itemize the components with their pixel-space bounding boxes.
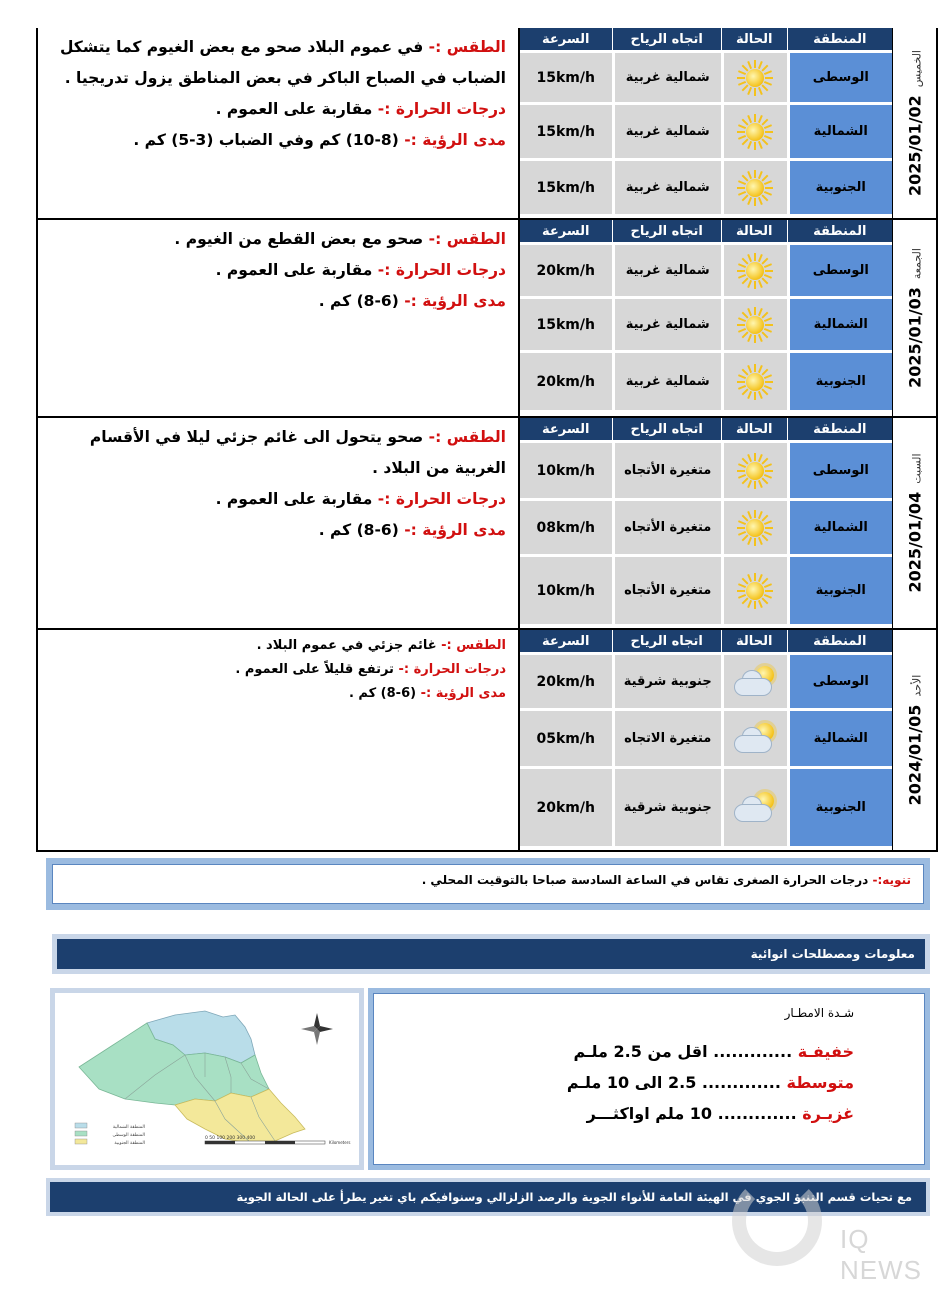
wind-direction: شمالية غربية <box>612 53 721 102</box>
legend-middle: المنطقة الوسطى <box>112 1133 145 1138</box>
temperature-line <box>52 658 506 682</box>
weather-text: غائم جزئي في عموم البلاد . <box>256 638 437 653</box>
wind-speed: 20km/h <box>520 655 612 708</box>
header-speed: السرعة <box>520 220 612 242</box>
wind-speed: 20km/h <box>520 245 612 296</box>
header-state: الحالة <box>721 418 787 440</box>
temperature-line <box>52 94 506 125</box>
partly-cloudy-icon <box>732 788 778 828</box>
forecast-day-block <box>38 28 936 218</box>
visibility-text: (6-8) كم . <box>348 686 417 701</box>
region-row <box>520 350 892 410</box>
day-name: السبت <box>910 453 923 484</box>
region-name: الجنوبية <box>787 353 892 410</box>
iraq-regions-map-panel <box>50 988 364 1170</box>
weather-state-cell <box>721 769 787 846</box>
region-row <box>520 102 892 158</box>
visibility-line <box>52 515 506 546</box>
partly-cloudy-icon <box>732 662 778 702</box>
region-row <box>520 296 892 350</box>
weather-state-cell <box>721 105 787 158</box>
header-region: المنطقة <box>787 28 892 50</box>
visibility-label: مدى الرؤية :- <box>404 521 506 539</box>
map-legend <box>75 1123 145 1146</box>
temperature-label: درجات الحرارة :- <box>377 261 506 279</box>
header-speed: السرعة <box>520 630 612 652</box>
forecast-description <box>38 220 518 416</box>
note-box <box>46 858 930 910</box>
weather-state-cell <box>721 443 787 498</box>
wind-speed: 05km/h <box>520 711 612 766</box>
wind-speed: 15km/h <box>520 105 612 158</box>
region-row <box>520 158 892 214</box>
header-wind-direction: اتجاه الرياح <box>612 220 721 242</box>
forecast-description <box>38 418 518 628</box>
forecast-day-block <box>38 218 936 416</box>
weather-line <box>52 634 506 658</box>
wind-speed: 10km/h <box>520 443 612 498</box>
day-name: الأحد <box>910 674 923 697</box>
watermark-text: IQ NEWS <box>840 1224 922 1285</box>
rain-range: ............. اقل من 2.5 ملـم <box>573 1042 793 1061</box>
weather-label: الطقس :- <box>428 38 506 56</box>
temperature-line <box>52 484 506 515</box>
grid-header <box>520 630 892 652</box>
legend-north: المنطقة الشمالية <box>112 1125 145 1130</box>
legend-south: المنطقة الجنوبية <box>114 1141 145 1146</box>
note-text: درجات الحرارة الصغرى تقاس في الساعة السادسة صباحا بالتوقيت المحلي . <box>421 873 869 887</box>
region-row <box>520 708 892 766</box>
temperature-text: ترتفع قليلاً على العموم . <box>235 662 394 677</box>
day-date-column <box>892 220 936 416</box>
weather-state-cell <box>721 501 787 554</box>
forecast-day-block <box>38 416 936 628</box>
header-region: المنطقة <box>787 630 892 652</box>
weather-text: في عموم البلاد صحو مع بعض الغيوم كما يتشكل الضباب في الصباح الباكر في بعض المناطق يزول تدريجيا . <box>59 38 506 87</box>
day-date: 2025/01/04 <box>905 491 924 593</box>
header-region: المنطقة <box>787 418 892 440</box>
header-speed: السرعة <box>520 28 612 50</box>
visibility-label: مدى الرؤية :- <box>420 686 506 701</box>
wind-speed: 20km/h <box>520 769 612 846</box>
header-wind-direction: اتجاه الرياح <box>612 630 721 652</box>
wind-direction: جنوبية شرقية <box>612 769 721 846</box>
weather-state-cell <box>721 245 787 296</box>
weather-text: صحو مع بعض القطع من الغيوم . <box>174 230 424 248</box>
visibility-label: مدى الرؤية :- <box>404 292 506 310</box>
weather-label: الطقس :- <box>441 638 506 653</box>
wind-direction: متغيرة الاتجاه <box>612 711 721 766</box>
region-grid <box>518 418 892 628</box>
rain-intensity-panel <box>368 988 930 1170</box>
forecast-table <box>36 28 938 852</box>
weather-line <box>52 32 506 94</box>
wind-direction: متغيرة الأتجاه <box>612 443 721 498</box>
iq-news-watermark <box>730 1168 940 1285</box>
visibility-line <box>52 286 506 317</box>
weather-state-cell <box>721 299 787 350</box>
temperature-text: مقاربة على العموم . <box>215 100 373 118</box>
day-date-column <box>892 630 936 850</box>
weather-state-cell <box>721 557 787 624</box>
rain-row-light <box>374 1036 854 1067</box>
region-name: الشمالية <box>787 711 892 766</box>
partly-cloudy-icon <box>732 719 778 759</box>
wind-direction: جنوبية شرقية <box>612 655 721 708</box>
region-row <box>520 652 892 708</box>
region-name: الوسطى <box>787 443 892 498</box>
visibility-text: (6-8) كم . <box>318 292 399 310</box>
info-section-header <box>52 934 930 974</box>
header-state: الحالة <box>721 28 787 50</box>
region-name: الشمالية <box>787 501 892 554</box>
visibility-text: (8-10) كم وفي الضباب (3-5) كم . <box>133 131 399 149</box>
wind-direction: شمالية غربية <box>612 299 721 350</box>
header-state: الحالة <box>721 220 787 242</box>
sun-icon <box>735 508 775 548</box>
scale-unit: Kilometers <box>329 1140 351 1145</box>
visibility-line <box>52 682 506 706</box>
sun-icon <box>735 251 775 291</box>
rain-row-moderate <box>374 1067 854 1098</box>
day-name: الجمعة <box>910 248 923 280</box>
day-name: الخميس <box>910 50 923 88</box>
weather-state-cell <box>721 655 787 708</box>
iraq-regions-map <box>55 993 359 1165</box>
wind-direction: شمالية غربية <box>612 105 721 158</box>
weather-line <box>52 224 506 255</box>
wind-speed: 15km/h <box>520 161 612 214</box>
region-grid <box>518 220 892 416</box>
sun-icon <box>735 305 775 345</box>
region-name: الوسطى <box>787 53 892 102</box>
wind-direction: شمالية غربية <box>612 245 721 296</box>
sun-icon <box>735 451 775 491</box>
region-row <box>520 242 892 296</box>
weather-state-cell <box>721 161 787 214</box>
info-header-title: معلومات ومصطلحات انوائية <box>57 939 925 969</box>
temperature-line <box>52 255 506 286</box>
rain-title: شـدة الامطـار <box>784 1006 854 1020</box>
visibility-line <box>52 125 506 156</box>
wind-speed: 10km/h <box>520 557 612 624</box>
forecast-description <box>38 28 518 218</box>
day-date-column <box>892 418 936 628</box>
sun-icon <box>735 112 775 152</box>
region-name: الجنوبية <box>787 161 892 214</box>
day-date: 2025/01/02 <box>905 95 924 196</box>
region-row <box>520 766 892 846</box>
header-wind-direction: اتجاه الرياح <box>612 418 721 440</box>
day-date: 2025/01/03 <box>905 287 924 388</box>
rain-category: غزيـرة <box>802 1104 854 1123</box>
sun-icon <box>735 362 775 402</box>
forecast-description <box>38 630 518 850</box>
wind-speed: 20km/h <box>520 353 612 410</box>
region-row <box>520 50 892 102</box>
day-date-column <box>892 28 936 218</box>
sun-icon <box>735 571 775 611</box>
header-speed: السرعة <box>520 418 612 440</box>
header-wind-direction: اتجاه الرياح <box>612 28 721 50</box>
rain-row-heavy <box>374 1098 854 1129</box>
grid-header <box>520 418 892 440</box>
region-name: الجنوبية <box>787 557 892 624</box>
weather-label: الطقس :- <box>428 428 506 446</box>
region-name: الوسطى <box>787 655 892 708</box>
wind-direction: شمالية غربية <box>612 161 721 214</box>
weather-state-cell <box>721 353 787 410</box>
note-label: تنويه:- <box>872 873 911 887</box>
temperature-label: درجات الحرارة :- <box>377 490 506 508</box>
wind-speed: 15km/h <box>520 299 612 350</box>
header-region: المنطقة <box>787 220 892 242</box>
weather-state-cell <box>721 711 787 766</box>
weather-text: صحو يتحول الى غائم جزئي ليلا في الأقسام الغربية من البلاد . <box>89 428 506 477</box>
footer-text: مع تحيات قسم التنبؤ الجوي في الهيئة العامة للأنواء الجوية والرصد الزلزالي وسنوافيكم باي تغير يطرأ على الحالة الجوية <box>50 1182 926 1212</box>
sun-icon <box>735 58 775 98</box>
wind-direction: متغيرة الأتجاه <box>612 557 721 624</box>
wind-direction: متغيرة الأتجاه <box>612 501 721 554</box>
weather-label: الطقس :- <box>428 230 506 248</box>
sun-icon <box>735 168 775 208</box>
region-row <box>520 554 892 624</box>
grid-header <box>520 220 892 242</box>
wind-speed: 08km/h <box>520 501 612 554</box>
region-name: الشمالية <box>787 299 892 350</box>
wind-direction: شمالية غربية <box>612 353 721 410</box>
region-row <box>520 498 892 554</box>
region-name: الجنوبية <box>787 769 892 846</box>
temperature-label: درجات الحرارة :- <box>398 662 506 677</box>
temperature-text: مقاربة على العموم . <box>215 261 373 279</box>
region-name: الوسطى <box>787 245 892 296</box>
watermark-logo-icon <box>732 1176 822 1266</box>
rain-category: خفيفـة <box>797 1042 854 1061</box>
grid-header <box>520 28 892 50</box>
day-date: 2024/01/05 <box>905 704 924 806</box>
rain-range: ............. 10 ملم اواكثـــر <box>586 1104 797 1123</box>
compass-rose-icon <box>301 1013 333 1045</box>
weather-line <box>52 422 506 484</box>
wind-speed: 15km/h <box>520 53 612 102</box>
region-grid <box>518 630 892 850</box>
scale-numbers: 0 50 100 200 300 400 <box>205 1136 256 1141</box>
forecast-day-block <box>38 628 936 850</box>
region-grid <box>518 28 892 218</box>
weather-state-cell <box>721 53 787 102</box>
rain-range: ............. 2.5 الى 10 ملـم <box>566 1073 781 1092</box>
temperature-label: درجات الحرارة :- <box>377 100 506 118</box>
visibility-label: مدى الرؤية :- <box>404 131 506 149</box>
rain-category: متوسطة <box>786 1073 854 1092</box>
temperature-text: مقاربة على العموم . <box>215 490 373 508</box>
region-row <box>520 440 892 498</box>
header-state: الحالة <box>721 630 787 652</box>
visibility-text: (6-8) كم . <box>318 521 399 539</box>
region-name: الشمالية <box>787 105 892 158</box>
